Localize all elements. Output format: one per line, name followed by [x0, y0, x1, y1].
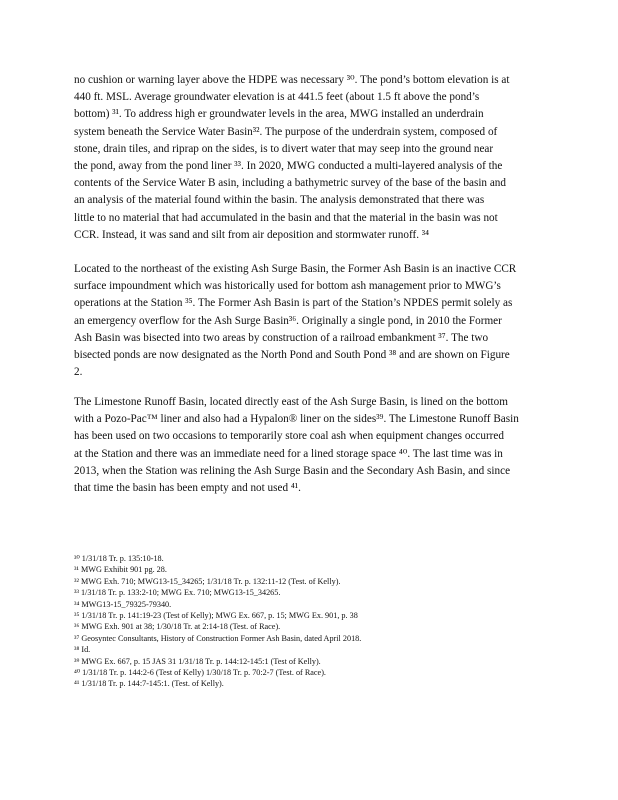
footnote: ⁴⁰ 1/31/18 Tr. p. 144:2-6 (Test of Kelly) 1/30/18 Tr. p. 70:2-7 (Test. of Race). [74, 667, 326, 677]
text-line: an analysis of the material found within the basin. The analysis demonstrated that there was [74, 194, 485, 207]
paragraph-limestone-runoff-basin [74, 394, 570, 497]
text-line: bottom) ³¹. To address high er groundwater levels in the area, MWG installed an underdrain [74, 108, 484, 121]
text-line: surface impoundment which was historically used for bottom ash management prior to MWG’s [74, 280, 501, 293]
text-line: 2013, when the Station was relining the Ash Surge Basin and the Secondary Ash Basin, and since [74, 464, 511, 477]
footnote: ⁴¹ 1/31/18 Tr. p. 144:7-145:1. (Test. of Kelly). [74, 679, 224, 689]
text-line: operations at the Station ³⁵. The Former Ash Basin is part of the Station’s NPDES permit solely as [74, 297, 513, 310]
text-line: contents of the Service Water B asin, including a bathymetric survey of the base of the basin and [74, 177, 506, 190]
footnote: ³⁸ Id. [74, 645, 91, 655]
text-line: system beneath the Service Water Basin³². The purpose of the underdrain system, composed of [74, 125, 498, 138]
text-line: little to no material that had accumulated in the basin and that the material in the basin was not [74, 211, 498, 224]
text-line: has been used on two occasions to temporarily store coal ash when equipment changes occurred [74, 430, 504, 443]
text-line: The Limestone Runoff Basin, located directly east of the Ash Surge Basin, is lined on the bottom [74, 396, 508, 408]
text-line: an emergency overflow for the Ash Surge Basin³⁶. Originally a single pond, in 2010 the Former [74, 314, 502, 327]
footnote: ³⁴ MWG13-15_79325-79340. [74, 599, 172, 609]
footnotes [74, 553, 570, 690]
footnote: ³¹ MWG Exhibit 901 pg. 28. [74, 565, 167, 575]
text-line: with a Pozo-Pac™ liner and also had a Hypalon® liner on the sides³⁹. The Limestone Runoff Basin [74, 413, 519, 426]
footnote: ³⁷ Geosyntec Consultants, History of Construction Former Ash Basin, dated April 2018. [74, 633, 362, 643]
footnote: ³² MWG Exh. 710; MWG13-15_34265; 1/31/18 Tr. p. 132:11-12 (Test. of Kelly). [74, 576, 341, 586]
text-line: no cushion or warning layer above the HDPE was necessary ³⁰. The pond’s bottom elevation is at [74, 74, 510, 86]
text-line: 2. [74, 366, 83, 379]
footnote: ³⁰ 1/31/18 Tr. p. 135:10-18. [74, 554, 164, 563]
text-line: bisected ponds are now designated as the North Pond and South Pond ³⁸ and are shown on Figure [74, 348, 510, 361]
text-line: 440 ft. MSL. Average groundwater elevation is at 441.5 feet (about 1.5 ft above the pond’s [74, 91, 480, 104]
text-line: at the Station and there was an immediate need for a lined storage space ⁴⁰. The last time was in [74, 447, 503, 460]
paragraph-former-ash-basin [74, 261, 570, 381]
text-line: the pond, away from the pond liner ³³. In 2020, MWG conducted a multi-layered analysis of the [74, 159, 503, 172]
footnote: ³⁵ 1/31/18 Tr. p. 141:19-23 (Test of Kelly); MWG Ex. 667, p. 15; MWG Ex. 901, p. 38 [74, 610, 358, 620]
text-line: stone, drain tiles, and riprap on the sides, is to divert water that may seep into the ground near [74, 142, 494, 155]
text-line: Located to the northeast of the existing Ash Surge Basin, the Former Ash Basin is an inactive CCR [74, 263, 517, 275]
footnote: ³³ 1/31/18 Tr. p. 133:2-10; MWG Ex. 710; MWG13-15_34265. [74, 588, 281, 598]
text-line: CCR. Instead, it was sand and silt from air deposition and stormwater runoff. ³⁴ [74, 228, 430, 241]
paragraph-underdrain [74, 72, 570, 244]
footnote: ³⁶ MWG Exh. 901 at 38; 1/30/18 Tr. at 2:14-18 (Test. of Race). [74, 622, 281, 632]
text-line: Ash Basin was bisected into two areas by construction of a railroad embankment ³⁷. The two [74, 331, 489, 344]
text-line: that time the basin has been empty and not used ⁴¹. [74, 481, 301, 494]
footnote: ³⁹ MWG Ex. 667, p. 15 JAS 31 1/31/18 Tr. p. 144:12-145:1 (Test of Kelly). [74, 656, 321, 666]
